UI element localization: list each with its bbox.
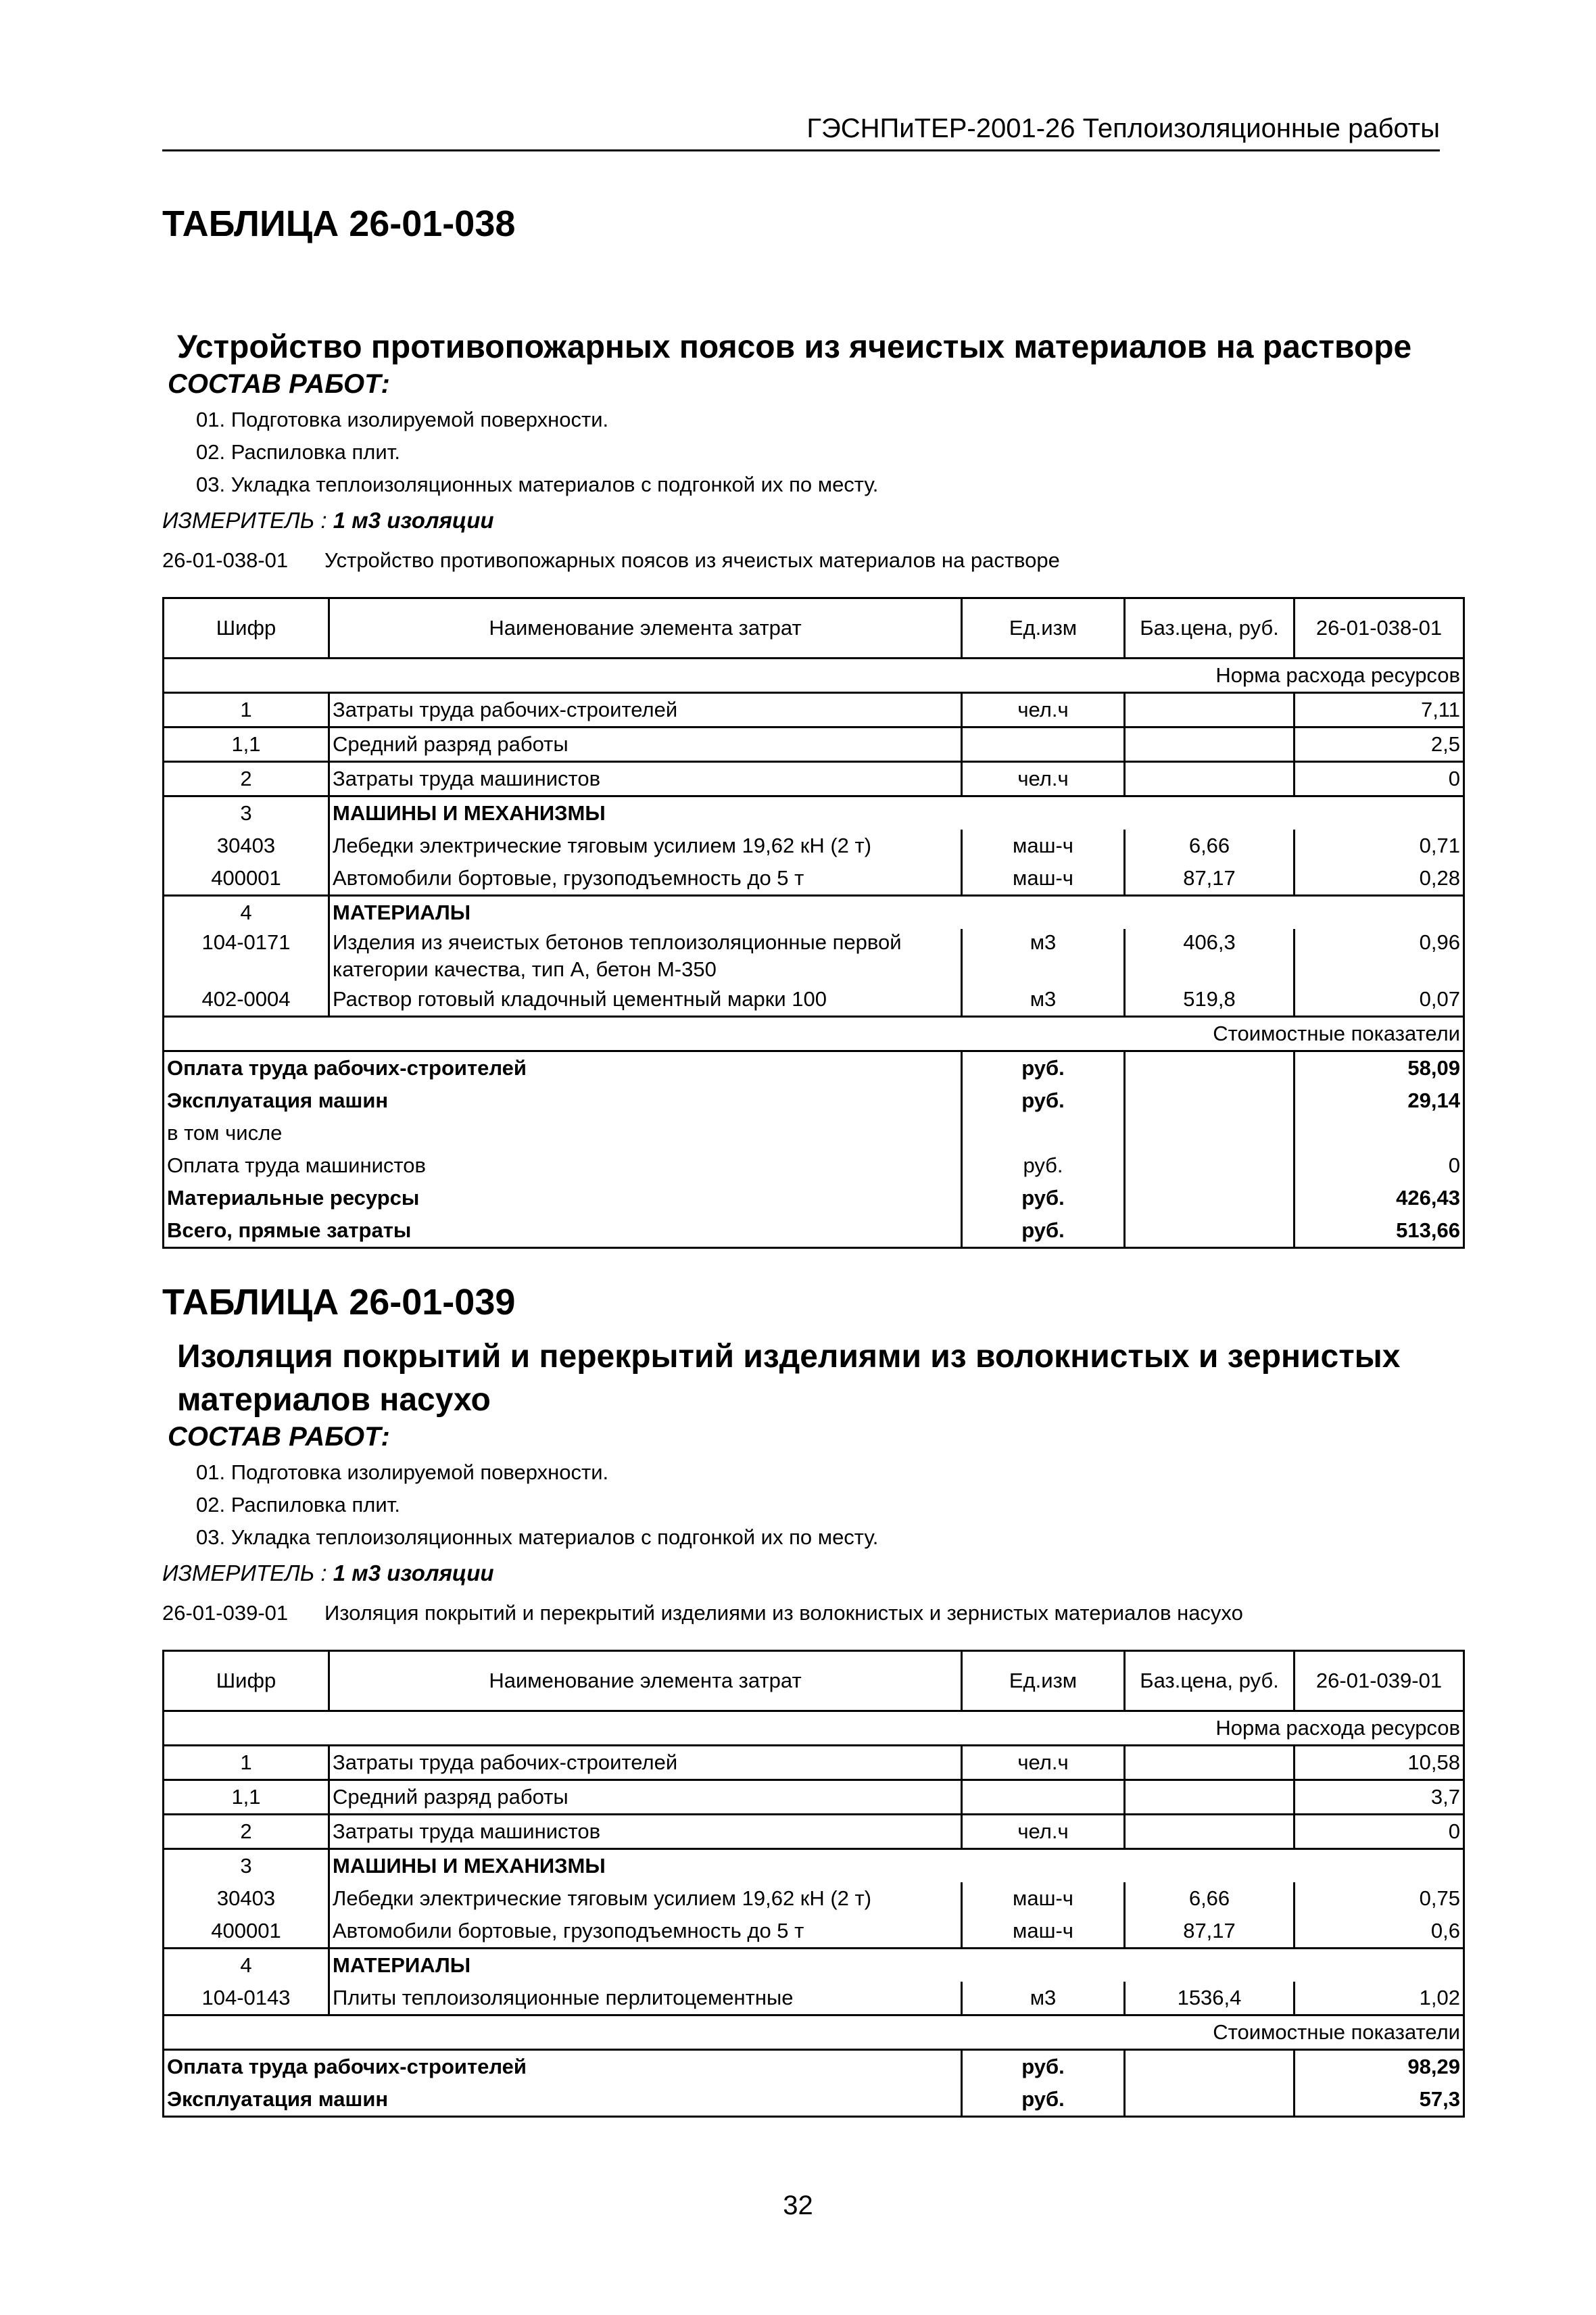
section-26-01-038 [162, 203, 1460, 1249]
row-value [1295, 896, 1464, 930]
norm-name: Изоляция покрытий и перекрытий изделиями из волокнистых и зернистых материалов насухо [324, 1601, 1243, 1625]
cost-name: в том числе [164, 1117, 962, 1149]
cost-unit: руб. [962, 2083, 1125, 2117]
cost-row [164, 1214, 1464, 1248]
row-code: 1 [164, 693, 329, 727]
col-header-price: Баз.цена, руб. [1125, 598, 1295, 659]
norm-line [162, 548, 1443, 573]
row-unit [962, 796, 1125, 830]
row-name: Плиты теплоизоляционные перлитоцементные [329, 1982, 962, 2015]
cost-name: Оплата труда машинистов [164, 1149, 962, 1182]
cost-value: 29,14 [1295, 1084, 1464, 1117]
table-row [164, 830, 1464, 862]
table-row [164, 1915, 1464, 1949]
work-item: 02. Распиловка плит. [196, 1493, 401, 1517]
row-name: Средний разряд работы [329, 727, 962, 762]
row-price [1125, 1815, 1295, 1849]
row-value: 0,75 [1295, 1882, 1464, 1915]
row-value [1295, 1849, 1464, 1883]
row-name: Затраты труда машинистов [329, 762, 962, 796]
row-name: Затраты труда машинистов [329, 1815, 962, 1849]
page-number: 32 [783, 2191, 813, 2220]
row-price [1125, 896, 1295, 930]
table-row [164, 896, 1464, 930]
row-code: 1,1 [164, 1780, 329, 1815]
table-row [164, 1949, 1464, 1982]
table-row [164, 1982, 1464, 2015]
row-value: 0,71 [1295, 830, 1464, 862]
row-price [1125, 1780, 1295, 1815]
row-code: 2 [164, 762, 329, 796]
cost-price [1125, 1214, 1295, 1248]
row-name: Затраты труда рабочих-строителей [329, 1746, 962, 1780]
row-price: 519,8 [1125, 983, 1295, 1017]
cost-value: 513,66 [1295, 1214, 1464, 1248]
work-item: 03. Укладка теплоизоляционных материалов с подгонкой их по месту. [196, 473, 879, 496]
col-header-price: Баз.цена, руб. [1125, 1651, 1295, 1711]
row-name: МАТЕРИАЛЫ [329, 896, 962, 930]
row-unit [962, 896, 1125, 930]
band-cost: Стоимостные показатели [164, 2015, 1464, 2050]
row-price: 6,66 [1125, 1882, 1295, 1915]
row-value: 2,5 [1295, 727, 1464, 762]
row-unit: м3 [962, 929, 1125, 983]
row-unit: маш-ч [962, 862, 1125, 896]
section-26-01-039 [162, 1281, 1460, 2118]
cost-name: Эксплуатация машин [164, 1084, 962, 1117]
table-id: ТАБЛИЦА 26-01-039 [162, 1282, 516, 1322]
cost-row [164, 2050, 1464, 2084]
cost-value: 57,3 [1295, 2083, 1464, 2117]
table-row [164, 1849, 1464, 1883]
col-header-name: Наименование элемента затрат [329, 1651, 962, 1711]
norm-line [162, 1601, 1443, 1625]
cost-name: Оплата труда рабочих-строителей [164, 1051, 962, 1085]
cost-price [1125, 2050, 1295, 2084]
table-header-row [164, 1651, 1464, 1711]
row-value: 0,6 [1295, 1915, 1464, 1949]
row-unit: маш-ч [962, 1882, 1125, 1915]
work-item: 01. Подготовка изолируемой поверхности. [196, 1460, 609, 1484]
measure-line [162, 1560, 1443, 1586]
table-row [164, 727, 1464, 762]
row-value: 0,07 [1295, 983, 1464, 1017]
cost-unit: руб. [962, 1084, 1125, 1117]
table-row [164, 1815, 1464, 1849]
cost-name: Эксплуатация машин [164, 2083, 962, 2117]
cost-unit: руб. [962, 1149, 1125, 1182]
work-composition-label: СОСТАВ РАБОТ: [168, 1422, 390, 1452]
row-name: Средний разряд работы [329, 1780, 962, 1815]
band-row [164, 2015, 1464, 2050]
cost-unit: руб. [962, 2050, 1125, 2084]
cost-price [1125, 1051, 1295, 1085]
measure-value: 1 м3 изоляции [333, 1560, 494, 1585]
row-unit: м3 [962, 983, 1125, 1017]
cost-price [1125, 1084, 1295, 1117]
row-name: МАШИНЫ И МЕХАНИЗМЫ [329, 1849, 962, 1883]
resource-table [162, 1650, 1465, 2118]
col-header-unit: Ед.изм [962, 1651, 1125, 1711]
row-name: МАШИНЫ И МЕХАНИЗМЫ [329, 796, 962, 830]
measure-line [162, 508, 1443, 533]
row-value: 0 [1295, 762, 1464, 796]
row-unit: м3 [962, 1982, 1125, 2015]
cost-value: 98,29 [1295, 2050, 1464, 2084]
row-value: 0 [1295, 1815, 1464, 1849]
col-header-code: Шифр [164, 598, 329, 659]
cost-unit: руб. [962, 1182, 1125, 1214]
cost-row [164, 1117, 1464, 1149]
row-unit: чел.ч [962, 1746, 1125, 1780]
row-code: 104-0143 [164, 1982, 329, 2015]
row-code: 4 [164, 896, 329, 930]
row-name: Лебедки электрические тяговым усилием 19,62 кН (2 т) [329, 830, 962, 862]
row-name: Изделия из ячеистых бетонов теплоизоляционные первой категории качества, тип А, бетон М-350 [329, 929, 962, 983]
row-value: 0,96 [1295, 929, 1464, 983]
cost-name: Оплата труда рабочих-строителей [164, 2050, 962, 2084]
col-header-name: Наименование элемента затрат [329, 598, 962, 659]
work-composition-label: СОСТАВ РАБОТ: [168, 369, 390, 399]
row-price [1125, 796, 1295, 830]
cost-row [164, 2083, 1464, 2117]
row-code: 400001 [164, 862, 329, 896]
cost-price [1125, 1149, 1295, 1182]
row-price: 406,3 [1125, 929, 1295, 983]
row-code: 1,1 [164, 727, 329, 762]
row-unit: чел.ч [962, 1815, 1125, 1849]
cost-row [164, 1051, 1464, 1085]
row-unit: чел.ч [962, 762, 1125, 796]
table-id: ТАБЛИЦА 26-01-038 [162, 204, 516, 244]
cost-name: Всего, прямые затраты [164, 1214, 962, 1248]
running-header: ГЭСНПиТЕР-2001-26 Теплоизоляционные работы [162, 114, 1440, 151]
cost-row [164, 1182, 1464, 1214]
cost-name: Материальные ресурсы [164, 1182, 962, 1214]
row-value [1295, 1949, 1464, 1982]
table-row [164, 796, 1464, 830]
measure-label: ИЗМЕРИТЕЛЬ : [162, 1560, 327, 1585]
row-price: 87,17 [1125, 862, 1295, 896]
row-unit: маш-ч [962, 830, 1125, 862]
cost-unit: руб. [962, 1214, 1125, 1248]
band-row [164, 1017, 1464, 1051]
cost-value: 0 [1295, 1149, 1464, 1182]
row-code: 3 [164, 1849, 329, 1883]
col-header-norm: 26-01-039-01 [1295, 1651, 1464, 1711]
row-code: 2 [164, 1815, 329, 1849]
row-unit [962, 1949, 1125, 1982]
cost-row [164, 1084, 1464, 1117]
row-price [1125, 727, 1295, 762]
measure-value: 1 м3 изоляции [333, 508, 494, 533]
band-row [164, 1711, 1464, 1746]
row-value: 1,02 [1295, 1982, 1464, 2015]
row-unit: чел.ч [962, 693, 1125, 727]
row-code: 1 [164, 1746, 329, 1780]
work-item: 03. Укладка теплоизоляционных материалов с подгонкой их по месту. [196, 1525, 879, 1549]
row-code: 3 [164, 796, 329, 830]
section-title: Изоляция покрытий и перекрытий изделиями из волокнистых и зернистых материалов насухо [177, 1339, 1401, 1418]
row-value: 10,58 [1295, 1746, 1464, 1780]
cost-unit [962, 1117, 1125, 1149]
col-header-unit: Ед.изм [962, 598, 1125, 659]
norm-name: Устройство противопожарных поясов из ячеистых материалов на растворе [324, 548, 1060, 572]
table-row [164, 693, 1464, 727]
row-unit [962, 1780, 1125, 1815]
row-code: 400001 [164, 1915, 329, 1949]
row-name: Затраты труда рабочих-строителей [329, 693, 962, 727]
work-item: 01. Подготовка изолируемой поверхности. [196, 408, 609, 431]
table-row [164, 1780, 1464, 1815]
resource-table [162, 597, 1465, 1249]
row-price [1125, 1949, 1295, 1982]
row-code: 104-0171 [164, 929, 329, 983]
row-unit [962, 727, 1125, 762]
row-value: 0,28 [1295, 862, 1464, 896]
row-value: 7,11 [1295, 693, 1464, 727]
table-row [164, 862, 1464, 896]
row-price: 6,66 [1125, 830, 1295, 862]
row-code: 4 [164, 1949, 329, 1982]
cost-value [1295, 1117, 1464, 1149]
row-price [1125, 1746, 1295, 1780]
section-title: Устройство противопожарных поясов из ячеистых материалов на растворе [177, 329, 1412, 365]
row-name: Автомобили бортовые, грузоподъемность до 5 т [329, 862, 962, 896]
band-cost: Стоимостные показатели [164, 1017, 1464, 1051]
cost-row [164, 1149, 1464, 1182]
row-unit [962, 1849, 1125, 1883]
table-row [164, 929, 1464, 983]
row-price [1125, 693, 1295, 727]
cost-price [1125, 1182, 1295, 1214]
cost-price [1125, 1117, 1295, 1149]
band-norm: Норма расхода ресурсов [164, 659, 1464, 693]
table-row [164, 983, 1464, 1017]
row-price: 87,17 [1125, 1915, 1295, 1949]
table-row [164, 1746, 1464, 1780]
band-row [164, 659, 1464, 693]
row-price [1125, 762, 1295, 796]
row-name: Лебедки электрические тяговым усилием 19,62 кН (2 т) [329, 1882, 962, 1915]
cost-unit: руб. [962, 1051, 1125, 1085]
row-price: 1536,4 [1125, 1982, 1295, 2015]
band-norm: Норма расхода ресурсов [164, 1711, 1464, 1746]
table-row [164, 762, 1464, 796]
row-code: 402-0004 [164, 983, 329, 1017]
col-header-norm: 26-01-038-01 [1295, 598, 1464, 659]
work-item: 02. Распиловка плит. [196, 440, 401, 464]
row-name: МАТЕРИАЛЫ [329, 1949, 962, 1982]
norm-code: 26-01-038-01 [162, 548, 289, 572]
cost-price [1125, 2083, 1295, 2117]
table-row [164, 1882, 1464, 1915]
col-header-code: Шифр [164, 1651, 329, 1711]
row-value [1295, 796, 1464, 830]
cost-value: 426,43 [1295, 1182, 1464, 1214]
measure-label: ИЗМЕРИТЕЛЬ : [162, 508, 327, 533]
norm-code: 26-01-039-01 [162, 1601, 289, 1625]
row-code: 30403 [164, 1882, 329, 1915]
row-unit: маш-ч [962, 1915, 1125, 1949]
row-value: 3,7 [1295, 1780, 1464, 1815]
table-header-row [164, 598, 1464, 659]
cost-value: 58,09 [1295, 1051, 1464, 1085]
row-code: 30403 [164, 830, 329, 862]
row-name: Раствор готовый кладочный цементный марки 100 [329, 983, 962, 1017]
row-name: Автомобили бортовые, грузоподъемность до 5 т [329, 1915, 962, 1949]
row-price [1125, 1849, 1295, 1883]
